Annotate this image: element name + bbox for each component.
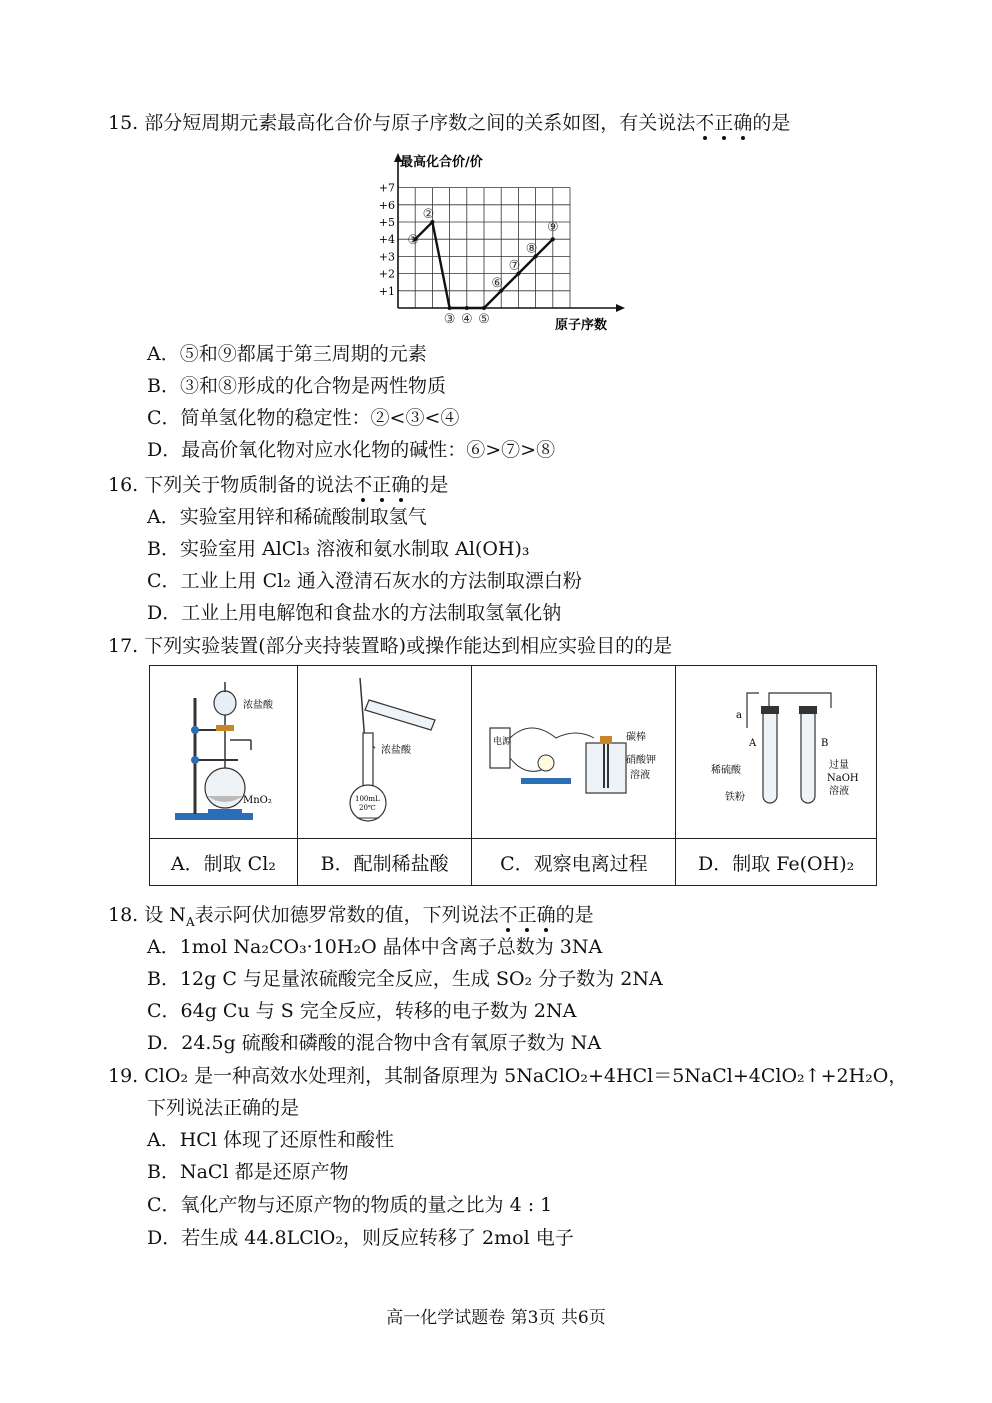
stand-base: [175, 813, 253, 820]
svg-text:A: A: [749, 737, 757, 749]
q19-stem-line2: 下列说法正确的是: [147, 1097, 300, 1119]
y-tick-label: +6: [378, 198, 395, 212]
point-label: ③: [443, 312, 456, 327]
data-point: [465, 306, 469, 310]
apparatus-c: [472, 666, 676, 839]
data-point: [482, 306, 486, 310]
q15-option-a: A．⑤和⑨都属于第三周期的元素: [147, 343, 427, 365]
y-tick-label: +2: [378, 267, 395, 281]
point-label: ⑤: [478, 312, 490, 327]
apparatus-b: [297, 666, 472, 839]
q15-option-d: D．最高价氧化物对应水化物的碱性：⑥>⑦>⑧: [147, 439, 556, 461]
q16-stem: 16. 下列关于物质制备的说法不正确的是: [108, 474, 449, 496]
q19-option-a: A．HCl 体现了还原性和酸性: [147, 1129, 394, 1151]
point-label: ②: [422, 207, 435, 222]
apparatus-a: [150, 666, 298, 839]
y-tick-label: +1: [378, 284, 395, 298]
caption-b: B．配制稀盐酸: [297, 839, 472, 886]
q16-option-b: B．实验室用 AlCl₃ 溶液和氨水制取 Al(OH)₃: [147, 538, 530, 560]
q18-stem: 18. 设 $N_A$表示阿伏加德罗常数的值，下列说法不正确的是: [108, 904, 594, 929]
q19-option-b: B．NaCl 都是还原产物: [147, 1161, 349, 1183]
caption-c: C．观察电离过程: [472, 839, 676, 886]
page-footer: 高一化学试题卷 第3页 共6页: [386, 1308, 606, 1328]
q15-option-b: B．③和⑧形成的化合物是两性物质: [147, 375, 446, 397]
svg-text:电源: 电源: [493, 736, 512, 747]
svg-text:B: B: [821, 737, 829, 749]
y-tick-label: +5: [378, 216, 395, 229]
x-axis-arrow: [616, 304, 625, 312]
svg-text:MnO₂: MnO₂: [243, 794, 273, 806]
q19-option-c: C．氧化产物与还原产物的物质的量之比为 4 : 1: [147, 1194, 553, 1216]
svg-text:浓盐酸: 浓盐酸: [243, 699, 274, 711]
q16-emphasis: 不正确: [353, 474, 411, 496]
q18-option-b: B．12g C 与足量浓硫酸完全反应，生成 SO₂ 分子数为 2NA: [147, 968, 663, 990]
data-point: [448, 306, 452, 310]
q16-option-d: D．工业上用电解饱和食盐水的方法制取氢氧化钠: [147, 602, 562, 624]
y-tick-label: +4: [378, 233, 395, 247]
x-axis-label: 原子序数: [555, 318, 608, 333]
q18-emphasis: 不正确: [498, 904, 556, 926]
y-axis-label: 最高化合价/价: [400, 155, 483, 170]
q16-option-a: A．实验室用锌和稀硫酸制取氢气: [147, 506, 427, 528]
caption-a: A．制取 Cl₂: [150, 839, 298, 886]
svg-text:碳棒: 碳棒: [626, 731, 647, 743]
svg-text:溶液: 溶液: [630, 769, 651, 781]
point-label: ⑥: [491, 275, 504, 291]
apparatus-d: [676, 666, 877, 839]
point-label: ①: [407, 233, 420, 249]
svg-text:溶液: 溶液: [829, 785, 850, 797]
point-label: ④: [460, 312, 473, 327]
q19-stem-line1: 19. ClO₂ 是一种高效水处理剂，其制备原理为 5NaClO₂+4HCl＝5NaCl+4ClO₂↑+2H₂O，: [108, 1065, 908, 1087]
svg-text:铁粉: 铁粉: [725, 791, 746, 803]
q15-emphasis: 不正确: [695, 112, 753, 134]
svg-text:a: a: [736, 709, 743, 721]
data-point: [551, 237, 555, 241]
q15-stem: 15. 部分短周期元素最高化合价与原子序数之间的关系如图，有关说法不正确的是: [108, 112, 791, 134]
svg-text:100mL: 100mL: [354, 794, 380, 803]
point-label: ⑧: [525, 241, 538, 257]
svg-text:过量: 过量: [829, 759, 850, 771]
point-label: ⑦: [508, 258, 521, 274]
valence-chart: [360, 148, 630, 333]
y-tick-labels: [379, 182, 395, 298]
y-tick-label: +3: [378, 250, 395, 264]
q18-option-c: C．64g Cu 与 S 完全反应，转移的电子数为 2NA: [147, 1000, 577, 1022]
q15-option-c: C．简单氢化物的稳定性：②<③<④: [147, 407, 460, 429]
q17-stem: 17. 下列实验装置(部分夹持装置略)或操作能达到相应实验目的的是: [108, 635, 673, 657]
point-label: ⑨: [546, 220, 559, 236]
caption-d: D．制取 Fe(OH)₂: [676, 839, 877, 886]
svg-text:浓盐酸: 浓盐酸: [380, 744, 411, 756]
apparatus-table: [149, 665, 877, 886]
q18-option-d: D．24.5g 硫酸和磷酸的混合物中含有氧原子数为 NA: [147, 1032, 602, 1054]
chart-axes: [394, 153, 625, 312]
svg-text:NaOH: NaOH: [827, 772, 859, 784]
q16-option-c: C．工业上用 Cl₂ 通入澄清石灰水的方法制取漂白粉: [147, 570, 582, 592]
svg-text:稀硫酸: 稀硫酸: [711, 764, 742, 776]
q18-option-a: A．1mol Na₂CO₃·10H₂O 晶体中含离子总数为 3NA: [147, 936, 603, 958]
svg-text:硝酸钾: 硝酸钾: [626, 754, 657, 766]
svg-text:20℃: 20℃: [358, 803, 376, 812]
q19-option-d: D．若生成 44.8LClO₂，则反应转移了 2mol 电子: [147, 1227, 574, 1249]
y-tick-label: +7: [378, 181, 395, 195]
